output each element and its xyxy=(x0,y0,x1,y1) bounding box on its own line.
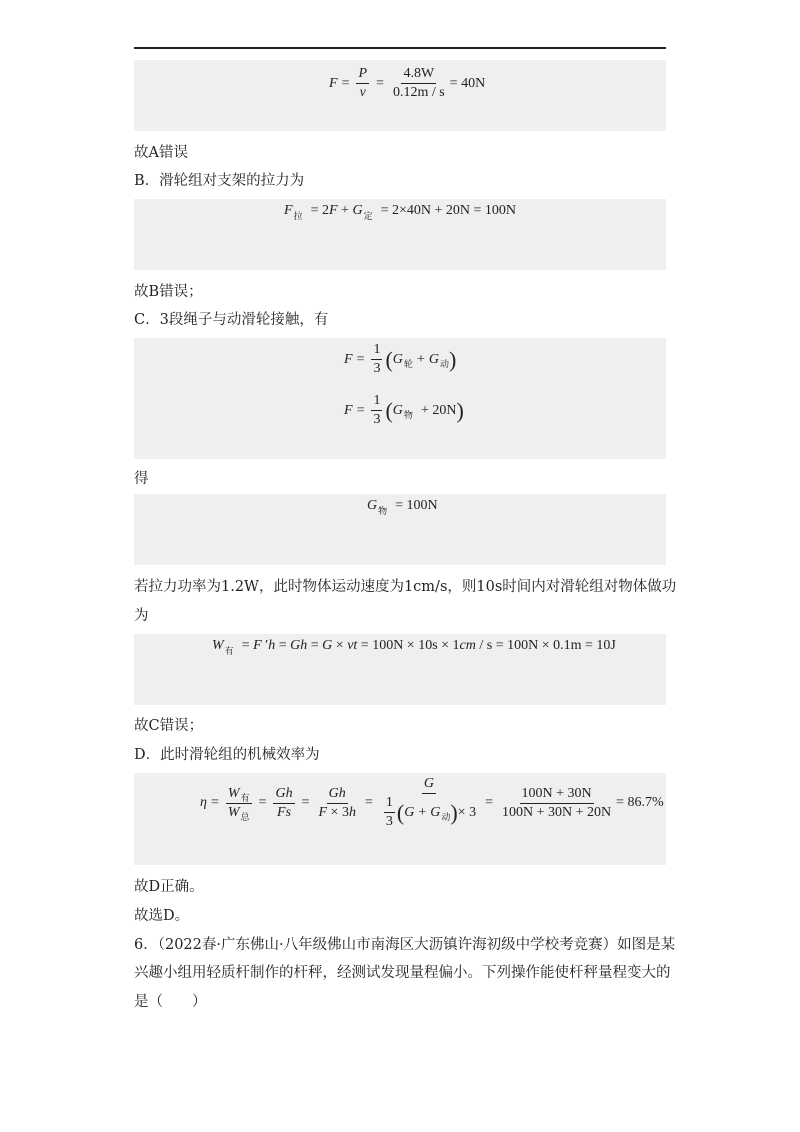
formula-box-6 xyxy=(134,773,666,865)
formula-box-5 xyxy=(134,634,666,705)
text-line: 故选D。 xyxy=(134,908,190,924)
formula-support-force: F 拉 = 2F + G 定 = 2×40N + 20N = 100N xyxy=(284,203,517,221)
formula-efficiency: η = $\frac{W_有}{W_总}$ = $\frac{Gh}{Fs}$ = $\frac{Gh}{F \times 3h}$ = G $\frac{1}{3}$ ( G + G 动 ) × 3 = $\frac{100N + 30N}{100N + 30N + 20N}$ = 86.7% xyxy=(200,776,664,829)
question-line: 是（ ） xyxy=(134,994,207,1010)
formula-box-4 xyxy=(134,494,666,565)
question-line: 兴趣小组用轻质杆制作的杆秤，经测试发现量程偏小。下列操作能使杆秤量程变大的 xyxy=(134,965,671,981)
text-line: 故D正确。 xyxy=(134,879,204,895)
text-line: 若拉力功率为1.2W，此时物体运动速度为1cm/s，则10s时间内对滑轮组对物体做功 xyxy=(134,579,677,595)
formula-box-3 xyxy=(134,338,666,459)
text-line: 故A错误 xyxy=(134,145,188,161)
text-line: D．此时滑轮组的机械效率为 xyxy=(134,747,320,763)
formula-useful-work: W 有 = F ′h = Gh = G × vt = 100N × 10s × 1cm / s = 100N × 0.1m = 10J xyxy=(212,638,616,656)
text-line: 为 xyxy=(134,608,149,624)
text-line: C．3段绳子与动滑轮接触，有 xyxy=(134,312,329,328)
header-rule xyxy=(134,47,666,49)
question-line: 6．（2022春·广东佛山·八年级佛山市南海区大沥镇许海初级中学校考竞赛）如图是某 xyxy=(134,937,676,953)
formula-three-ropes: F = $\frac{1}{3}$ ( G 轮 + G 动 ) xyxy=(344,342,457,376)
text-line: B．滑轮组对支架的拉力为 xyxy=(134,173,305,189)
formula-three-ropes-sub: F = $\frac{1}{3}$ ( G 物 + 20N ) xyxy=(344,393,464,427)
text-line: 得 xyxy=(134,471,149,487)
text-line: 故C错误； xyxy=(134,718,204,734)
formula-box-1 xyxy=(134,60,666,131)
formula-object-weight: G 物 = 100N xyxy=(367,498,438,516)
formula-power-force: F = $\frac{P}{v}$ = $\frac{4.8W}{0.12m / s}$ = 40N xyxy=(329,66,486,100)
formula-box-2 xyxy=(134,199,666,270)
text-line: 故B错误； xyxy=(134,284,203,300)
